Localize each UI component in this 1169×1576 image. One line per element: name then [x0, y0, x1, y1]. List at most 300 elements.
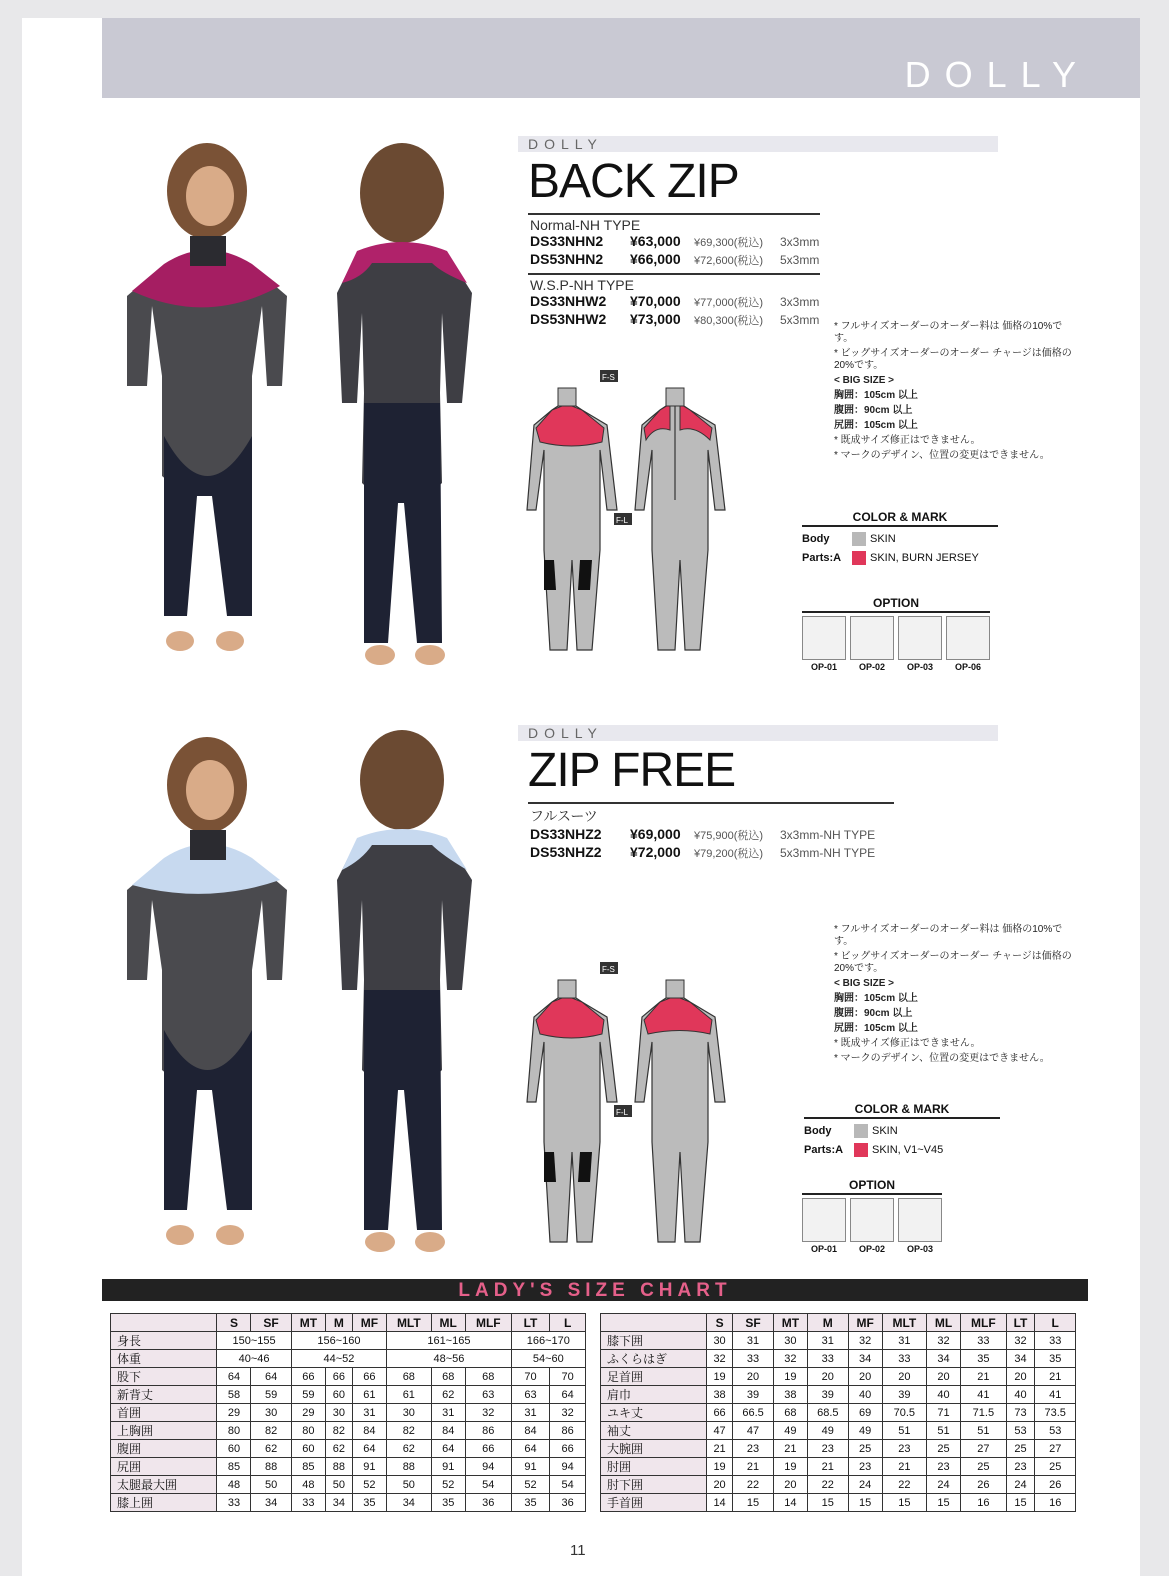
table-cell: 70	[550, 1368, 586, 1386]
table-cell: 19	[706, 1368, 732, 1386]
table-cell: 51	[926, 1422, 960, 1440]
table-cell: 27	[961, 1440, 1006, 1458]
table-cell: 68	[773, 1404, 807, 1422]
table-cell: 23	[848, 1458, 882, 1476]
color-mark-heading: COLOR & MARK	[804, 1102, 1000, 1119]
table-cell: 30	[251, 1404, 291, 1422]
note-line: * ビッグサイズオーダーのオーダー チャージは価格の20%です。	[834, 348, 1072, 371]
table-cell: 54~60	[511, 1350, 585, 1368]
option-image-icon	[898, 1198, 942, 1242]
measure-label: 太腿最大囲	[111, 1476, 217, 1494]
size-chart-title: LADY'S SIZE CHART	[458, 1280, 732, 1301]
table-cell: 15	[848, 1494, 882, 1512]
skin-swatch	[852, 532, 866, 546]
table-cell: 34	[848, 1350, 882, 1368]
table-cell: 29	[291, 1404, 325, 1422]
thickness: 3x3mm	[780, 235, 820, 249]
table-row	[111, 1422, 586, 1440]
table-cell: 32	[465, 1404, 511, 1422]
table-cell: 31	[431, 1404, 465, 1422]
measure-label: 肩巾	[601, 1386, 707, 1404]
table-cell: 47	[706, 1422, 732, 1440]
table-cell: 71.5	[961, 1404, 1006, 1422]
size-header: M	[326, 1314, 353, 1332]
option-back-zip	[802, 596, 990, 672]
option-image-icon	[802, 1198, 846, 1242]
price: ¥63,000	[630, 233, 681, 249]
note-line: 尻囲：105cm 以上	[834, 1023, 918, 1034]
table-cell: 21	[882, 1458, 926, 1476]
table-cell: 23	[733, 1440, 774, 1458]
table-cell: 25	[1035, 1458, 1076, 1476]
price: ¥73,000	[630, 311, 681, 327]
size-header: M	[808, 1314, 849, 1332]
note-line: * フルサイズオーダーのオーダー料は 価格の10%です。	[834, 924, 1063, 947]
table-cell: 20	[733, 1368, 774, 1386]
option-item	[946, 616, 990, 672]
note-line: * マークのデザイン、位置の変更はできません。	[834, 450, 1050, 461]
table-cell: 31	[352, 1404, 386, 1422]
table-cell: 39	[808, 1386, 849, 1404]
table-cell: 21	[773, 1440, 807, 1458]
measure-label: 腹囲	[111, 1440, 217, 1458]
table-cell: 33	[882, 1350, 926, 1368]
model-photo-back-back-zip	[322, 143, 482, 673]
size-header: MLF	[961, 1314, 1006, 1332]
fs-tag: F-S	[602, 965, 615, 974]
table-cell: 30	[706, 1332, 732, 1350]
size-header: LT	[511, 1314, 550, 1332]
table-cell: 66	[465, 1440, 511, 1458]
option-code: OP-03	[906, 662, 933, 672]
table-header-row	[601, 1314, 1076, 1332]
size-header: S	[706, 1314, 732, 1332]
table-cell: 24	[1006, 1476, 1035, 1494]
thickness: 5x3mm-NH TYPE	[780, 846, 876, 860]
option-image-icon	[946, 616, 990, 660]
table-cell: 20	[706, 1476, 732, 1494]
table-cell: 64	[511, 1440, 550, 1458]
table-cell: 62	[387, 1440, 431, 1458]
table-cell: 23	[808, 1440, 849, 1458]
size-chart-band	[102, 1279, 1088, 1301]
measure-label: ユキ丈	[601, 1404, 707, 1422]
table-cell: 66	[550, 1440, 586, 1458]
model-code: DS53NHZ2	[530, 844, 602, 860]
table-cell: 34	[387, 1494, 431, 1512]
section-back-zip	[518, 136, 1118, 329]
measure-label: 上胸囲	[111, 1422, 217, 1440]
measure-label: 足首囲	[601, 1368, 707, 1386]
parts-swatch	[852, 551, 866, 565]
price-with-tax: ¥79,200(税込)	[694, 848, 764, 860]
table-cell: 91	[352, 1458, 386, 1476]
color-row-body	[804, 1124, 1000, 1138]
measure-label: 手首囲	[601, 1494, 707, 1512]
table-cell: 156~160	[291, 1332, 386, 1350]
price: ¥72,000	[630, 844, 681, 860]
table-cell: 71	[926, 1404, 960, 1422]
table-cell: 60	[326, 1386, 353, 1404]
table-cell: 88	[387, 1458, 431, 1476]
body-value: SKIN	[870, 533, 896, 545]
table-cell: 91	[511, 1458, 550, 1476]
corner-cell	[111, 1314, 217, 1332]
table-cell: 64	[352, 1440, 386, 1458]
table-cell: 82	[387, 1422, 431, 1440]
measure-label: 大腕囲	[601, 1440, 707, 1458]
type-label: W.S.P-NH TYPE	[530, 277, 634, 293]
table-cell: 66	[352, 1368, 386, 1386]
table-cell: 63	[511, 1386, 550, 1404]
table-cell: 48~56	[387, 1350, 512, 1368]
measure-label: 肘下囲	[601, 1476, 707, 1494]
table-cell: 62	[326, 1440, 353, 1458]
table-cell: 52	[431, 1476, 465, 1494]
option-list	[802, 1198, 942, 1254]
parts-value: SKIN, BURN JERSEY	[870, 552, 979, 564]
size-header: MF	[352, 1314, 386, 1332]
note-line: 腹囲：90cm 以上	[834, 405, 913, 416]
option-item	[802, 1198, 846, 1254]
table-cell: 62	[251, 1440, 291, 1458]
table-row	[601, 1458, 1076, 1476]
size-header: MLT	[387, 1314, 431, 1332]
table-cell: 24	[926, 1476, 960, 1494]
table-cell: 82	[251, 1422, 291, 1440]
price-with-tax: ¥69,300(税込)	[694, 237, 764, 249]
size-header: SF	[251, 1314, 291, 1332]
table-cell: 34	[251, 1494, 291, 1512]
table-cell: 33	[291, 1494, 325, 1512]
color-mark-back-zip	[802, 510, 998, 565]
table-cell: 50	[251, 1476, 291, 1494]
table-header-row	[111, 1314, 586, 1332]
wetsuit-diagram-zip-free	[522, 962, 734, 1252]
thickness: 3x3mm-NH TYPE	[780, 828, 876, 842]
table-cell: 14	[706, 1494, 732, 1512]
table-row	[111, 1404, 586, 1422]
model-code: DS33NHN2	[530, 233, 604, 249]
price-row	[530, 233, 1118, 251]
table-row	[111, 1494, 586, 1512]
table-cell: 25	[1006, 1440, 1035, 1458]
table-cell: 49	[848, 1422, 882, 1440]
measure-label: ふくらはぎ	[601, 1350, 707, 1368]
table-cell: 34	[926, 1350, 960, 1368]
table-cell: 54	[550, 1476, 586, 1494]
price-with-tax: ¥75,900(税込)	[694, 830, 764, 842]
note-line: 腹囲：90cm 以上	[834, 1008, 913, 1019]
table-cell: 27	[1035, 1440, 1076, 1458]
title-rule	[528, 213, 820, 215]
table-cell: 40~46	[217, 1350, 291, 1368]
table-cell: 86	[550, 1422, 586, 1440]
skin-swatch	[854, 1124, 868, 1138]
table-cell: 21	[808, 1458, 849, 1476]
table-cell: 40	[926, 1386, 960, 1404]
table-cell: 35	[352, 1494, 386, 1512]
size-header: ML	[431, 1314, 465, 1332]
wetsuit-diagram-back-zip	[522, 370, 734, 660]
note-line: 尻囲：105cm 以上	[834, 420, 918, 431]
option-image-icon	[802, 616, 846, 660]
model-photo-front-zip-free	[102, 730, 302, 1260]
note-line: * フルサイズオーダーのオーダー料は 価格の10%です。	[834, 321, 1063, 344]
table-cell: 66	[291, 1368, 325, 1386]
size-header: MLF	[465, 1314, 511, 1332]
table-cell: 34	[1006, 1350, 1035, 1368]
table-cell: 60	[291, 1440, 325, 1458]
table-cell: 70.5	[882, 1404, 926, 1422]
price-with-tax: ¥77,000(税込)	[694, 297, 764, 309]
order-notes	[834, 924, 1074, 1068]
price: ¥70,000	[630, 293, 681, 309]
note-line: * 既成サイズ修正はできません。	[834, 435, 981, 446]
table-cell: 44~52	[291, 1350, 386, 1368]
table-cell: 80	[291, 1422, 325, 1440]
table-row	[111, 1386, 586, 1404]
color-row-parts	[802, 551, 998, 565]
table-row	[601, 1332, 1076, 1350]
size-header: MT	[773, 1314, 807, 1332]
fl-tag: F-L	[616, 1108, 628, 1117]
table-cell: 31	[733, 1332, 774, 1350]
table-cell: 62	[431, 1386, 465, 1404]
table-cell: 22	[733, 1476, 774, 1494]
price-list	[518, 826, 1118, 862]
table-cell: 32	[848, 1332, 882, 1350]
table-cell: 68	[465, 1368, 511, 1386]
table-cell: 32	[926, 1332, 960, 1350]
measure-label: 身長	[111, 1332, 217, 1350]
table-cell: 91	[431, 1458, 465, 1476]
table-cell: 34	[326, 1494, 353, 1512]
model-photo-front-back-zip	[102, 136, 302, 666]
measure-label: 体重	[111, 1350, 217, 1368]
table-row	[601, 1368, 1076, 1386]
section-zip-free	[518, 725, 1118, 862]
note-line: * マークのデザイン、位置の変更はできません。	[834, 1053, 1050, 1064]
section-kicker: DOLLY	[518, 136, 998, 152]
table-row	[601, 1404, 1076, 1422]
table-cell: 61	[352, 1386, 386, 1404]
body-label: Body	[804, 1125, 832, 1137]
table-cell: 32	[773, 1350, 807, 1368]
table-cell: 31	[511, 1404, 550, 1422]
section-kicker: DOLLY	[518, 725, 998, 741]
table-cell: 20	[808, 1368, 849, 1386]
option-code: OP-02	[858, 1244, 885, 1254]
table-cell: 51	[961, 1422, 1006, 1440]
table-cell: 66.5	[733, 1404, 774, 1422]
table-cell: 36	[550, 1494, 586, 1512]
measure-label: 股下	[111, 1368, 217, 1386]
table-cell: 32	[1006, 1332, 1035, 1350]
note-line: * ビッグサイズオーダーのオーダー チャージは価格の20%です。	[834, 951, 1072, 974]
table-cell: 19	[773, 1458, 807, 1476]
thickness: 5x3mm	[780, 313, 820, 327]
table-cell: 25	[926, 1440, 960, 1458]
size-table-right	[600, 1313, 1076, 1512]
table-cell: 52	[352, 1476, 386, 1494]
table-cell: 84	[352, 1422, 386, 1440]
table-cell: 166~170	[511, 1332, 585, 1350]
table-cell: 41	[961, 1386, 1006, 1404]
size-header: MF	[848, 1314, 882, 1332]
option-code: OP-03	[906, 1244, 933, 1254]
size-header: MT	[291, 1314, 325, 1332]
brand-name: DOLLY	[904, 54, 1090, 95]
table-cell: 88	[251, 1458, 291, 1476]
table-cell: 29	[217, 1404, 251, 1422]
table-cell: 26	[1035, 1476, 1076, 1494]
note-line: 胸囲：105cm 以上	[834, 993, 918, 1004]
table-cell: 48	[217, 1476, 251, 1494]
type-rule	[528, 273, 820, 275]
note-line: 胸囲：105cm 以上	[834, 390, 918, 401]
table-cell: 60	[217, 1440, 251, 1458]
table-cell: 88	[326, 1458, 353, 1476]
table-cell: 73	[1006, 1404, 1035, 1422]
table-cell: 47	[733, 1422, 774, 1440]
option-image-icon	[850, 1198, 894, 1242]
table-cell: 94	[465, 1458, 511, 1476]
table-cell: 64	[550, 1386, 586, 1404]
table-cell: 31	[808, 1332, 849, 1350]
fl-tag: F-L	[616, 516, 628, 525]
body-label: Body	[802, 533, 830, 545]
measure-label: 膝上囲	[111, 1494, 217, 1512]
table-cell: 15	[882, 1494, 926, 1512]
price-with-tax: ¥72,600(税込)	[694, 255, 764, 267]
table-cell: 35	[1035, 1350, 1076, 1368]
table-cell: 35	[511, 1494, 550, 1512]
table-row	[111, 1476, 586, 1494]
size-header: L	[550, 1314, 586, 1332]
parts-label: Parts:A	[804, 1144, 844, 1156]
price: ¥69,000	[630, 826, 681, 842]
table-cell: 19	[706, 1458, 732, 1476]
table-cell: 30	[387, 1404, 431, 1422]
table-cell: 58	[217, 1386, 251, 1404]
table-cell: 59	[291, 1386, 325, 1404]
table-cell: 41	[1035, 1386, 1076, 1404]
model-code: DS53NHN2	[530, 251, 604, 267]
table-cell: 53	[1035, 1422, 1076, 1440]
table-cell: 64	[217, 1368, 251, 1386]
catalog-page	[22, 18, 1140, 1576]
option-item	[850, 1198, 894, 1254]
option-code: OP-06	[954, 662, 981, 672]
page-number: 11	[570, 1542, 586, 1559]
table-cell: 40	[848, 1386, 882, 1404]
table-cell: 30	[773, 1332, 807, 1350]
table-cell: 84	[431, 1422, 465, 1440]
option-heading: OPTION	[802, 1178, 942, 1195]
table-row	[601, 1386, 1076, 1404]
option-item	[802, 616, 846, 672]
parts-label: Parts:A	[802, 552, 842, 564]
header-band	[102, 18, 1140, 98]
table-cell: 22	[808, 1476, 849, 1494]
note-line: < BIG SIZE >	[834, 978, 895, 989]
color-row-body	[802, 532, 998, 546]
table-cell: 63	[465, 1386, 511, 1404]
table-cell: 20	[926, 1368, 960, 1386]
table-cell: 39	[882, 1386, 926, 1404]
table-cell: 39	[733, 1386, 774, 1404]
table-cell: 38	[706, 1386, 732, 1404]
measure-label: 肘囲	[601, 1458, 707, 1476]
thickness: 3x3mm	[780, 295, 820, 309]
body-value: SKIN	[872, 1125, 898, 1137]
table-row	[601, 1476, 1076, 1494]
parts-swatch	[854, 1143, 868, 1157]
table-cell: 38	[773, 1386, 807, 1404]
table-cell: 30	[326, 1404, 353, 1422]
table-row	[111, 1350, 586, 1368]
size-header: ML	[926, 1314, 960, 1332]
table-cell: 16	[1035, 1494, 1076, 1512]
table-cell: 64	[251, 1368, 291, 1386]
price-list	[518, 233, 1118, 269]
option-code: OP-01	[810, 662, 837, 672]
table-cell: 48	[291, 1476, 325, 1494]
table-cell: 40	[1006, 1386, 1035, 1404]
size-header: L	[1035, 1314, 1076, 1332]
size-header: LT	[1006, 1314, 1035, 1332]
option-heading: OPTION	[802, 596, 990, 613]
product-title: ZIP FREE	[528, 744, 736, 797]
measure-label: 袖丈	[601, 1422, 707, 1440]
table-cell: 84	[511, 1422, 550, 1440]
table-cell: 80	[217, 1422, 251, 1440]
table-cell: 31	[882, 1332, 926, 1350]
type-label: Normal-NH TYPE	[530, 217, 641, 233]
table-cell: 21	[1035, 1368, 1076, 1386]
table-cell: 15	[733, 1494, 774, 1512]
table-cell: 85	[217, 1458, 251, 1476]
table-row	[601, 1494, 1076, 1512]
order-notes	[834, 321, 1074, 465]
table-cell: 20	[773, 1476, 807, 1494]
table-cell: 49	[808, 1422, 849, 1440]
table-row	[601, 1350, 1076, 1368]
model-photo-back-zip-free	[322, 730, 482, 1260]
table-cell: 20	[848, 1368, 882, 1386]
table-cell: 86	[465, 1422, 511, 1440]
table-cell: 21	[706, 1440, 732, 1458]
color-mark-zip-free	[804, 1102, 1000, 1157]
title-rule	[528, 802, 894, 804]
corner-cell	[601, 1314, 707, 1332]
table-cell: 66	[326, 1368, 353, 1386]
table-cell: 49	[773, 1422, 807, 1440]
table-cell: 23	[926, 1458, 960, 1476]
table-cell: 19	[773, 1368, 807, 1386]
color-mark-heading: COLOR & MARK	[802, 510, 998, 527]
parts-value: SKIN, V1~V45	[872, 1144, 944, 1156]
price: ¥66,000	[630, 251, 681, 267]
option-item	[850, 616, 894, 672]
table-cell: 161~165	[387, 1332, 512, 1350]
table-cell: 21	[961, 1368, 1006, 1386]
table-cell: 22	[882, 1476, 926, 1494]
table-cell: 59	[251, 1386, 291, 1404]
table-cell: 70	[511, 1368, 550, 1386]
size-header: MLT	[882, 1314, 926, 1332]
